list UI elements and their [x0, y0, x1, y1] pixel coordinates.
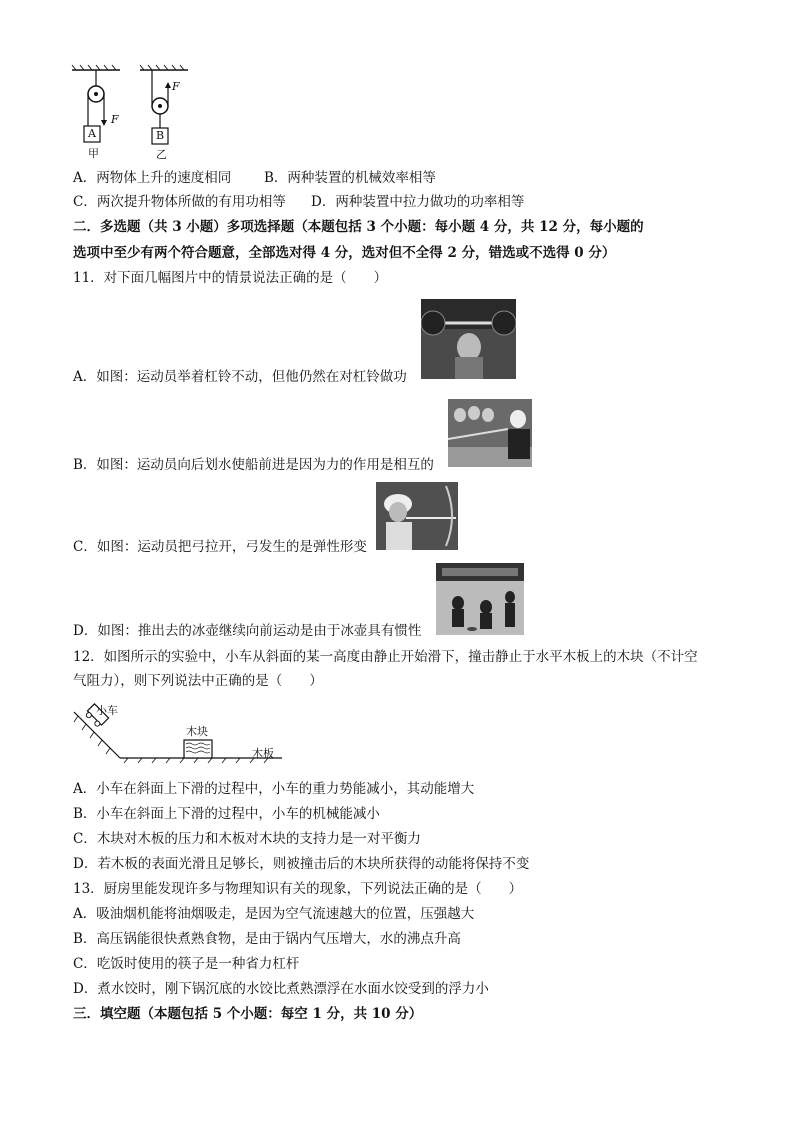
block-b-label: B — [156, 129, 165, 142]
q13-option-c: C．吃饭时使用的筷子是一种省力杠杆 — [73, 956, 300, 972]
board-label: 木板 — [252, 747, 274, 760]
q12-option-a: A．小车在斜面上下滑的过程中，小车的重力势能减小，其动能增大 — [73, 781, 475, 797]
section3-heading: 三．填空题（本题包括 5 个小题：每空 1 分，共 10 分） — [73, 1006, 423, 1022]
section2-heading-line2: 选项中至少有两个符合题意，全部选对得 4 分，选对但不全得 2 分，错选或不选得 0 分） — [73, 245, 616, 261]
q10-option-d: D．两种装置中拉力做功的功率相等 — [311, 194, 525, 210]
q13-option-b: B．高压锅能很快煮熟食物，是由于锅内气压增大，水的沸点升高 — [73, 931, 461, 947]
car-label: 小车 — [96, 704, 118, 717]
figure-label-yi: 乙 — [156, 148, 167, 161]
q11-option-c: C．如图：运动员把弓拉开，弓发生的是弹性形变 — [73, 539, 367, 555]
force-label-jia: F — [111, 113, 119, 126]
q13-option-d: D．煮水饺时，刚下锅沉底的水饺比煮熟漂浮在水面水饺受到的浮力小 — [73, 981, 489, 997]
weightlifter-photo — [421, 299, 516, 379]
q11-option-d: D．如图：推出去的冰壶继续向前运动是由于冰壶具有惯性 — [73, 623, 422, 639]
section2-heading-line1: 二．多选题（共 3 小题）多项选择题（本题包括 3 个小题：每小题 4 分，共 12 分，每小题的 — [73, 219, 644, 235]
q12-stem-line2: 气阻力），则下列说法中正确的是（ ） — [73, 673, 323, 689]
q10-option-c: C．两次提升物体所做的有用功相等 — [73, 194, 286, 210]
q11-option-a: A．如图：运动员举着杠铃不动，但他仍然在对杠铃做功 — [73, 369, 407, 385]
q12-option-d: D．若木板的表面光滑且足够长，则被撞击后的木块所获得的动能将保持不变 — [73, 856, 530, 872]
block-label: 木块 — [186, 725, 208, 738]
rowing-photo — [448, 399, 532, 467]
q13-option-a: A．吸油烟机能将油烟吸走，是因为空气流速越大的位置，压强越大 — [73, 906, 475, 922]
q10-option-b: B．两种装置的机械效率相等 — [264, 170, 436, 186]
archer-photo — [376, 482, 458, 550]
block-a-label: A — [88, 127, 96, 140]
q10-option-a: A．两物体上升的速度相同 — [73, 170, 232, 186]
curling-photo — [436, 563, 524, 635]
q13-stem: 13．厨房里能发现许多与物理知识有关的现象，下列说法正确的是（ ） — [73, 881, 523, 897]
q11-stem: 11．对下面几幅图片中的情景说法正确的是（ ） — [73, 270, 388, 286]
q11-option-b: B．如图：运动员向后划水使船前进是因为力的作用是相互的 — [73, 457, 434, 473]
force-label-yi: F — [172, 80, 180, 93]
q12-option-b: B．小车在斜面上下滑的过程中，小车的机械能减小 — [73, 806, 380, 822]
q12-stem-line1: 12．如图所示的实验中，小车从斜面的某一高度由静止开始滑下，撞击静止于水平木板上的木块（不计空 — [73, 649, 698, 665]
q12-option-c: C．木块对木板的压力和木板对木块的支持力是一对平衡力 — [73, 831, 421, 847]
figure-label-jia: 甲 — [88, 147, 99, 160]
